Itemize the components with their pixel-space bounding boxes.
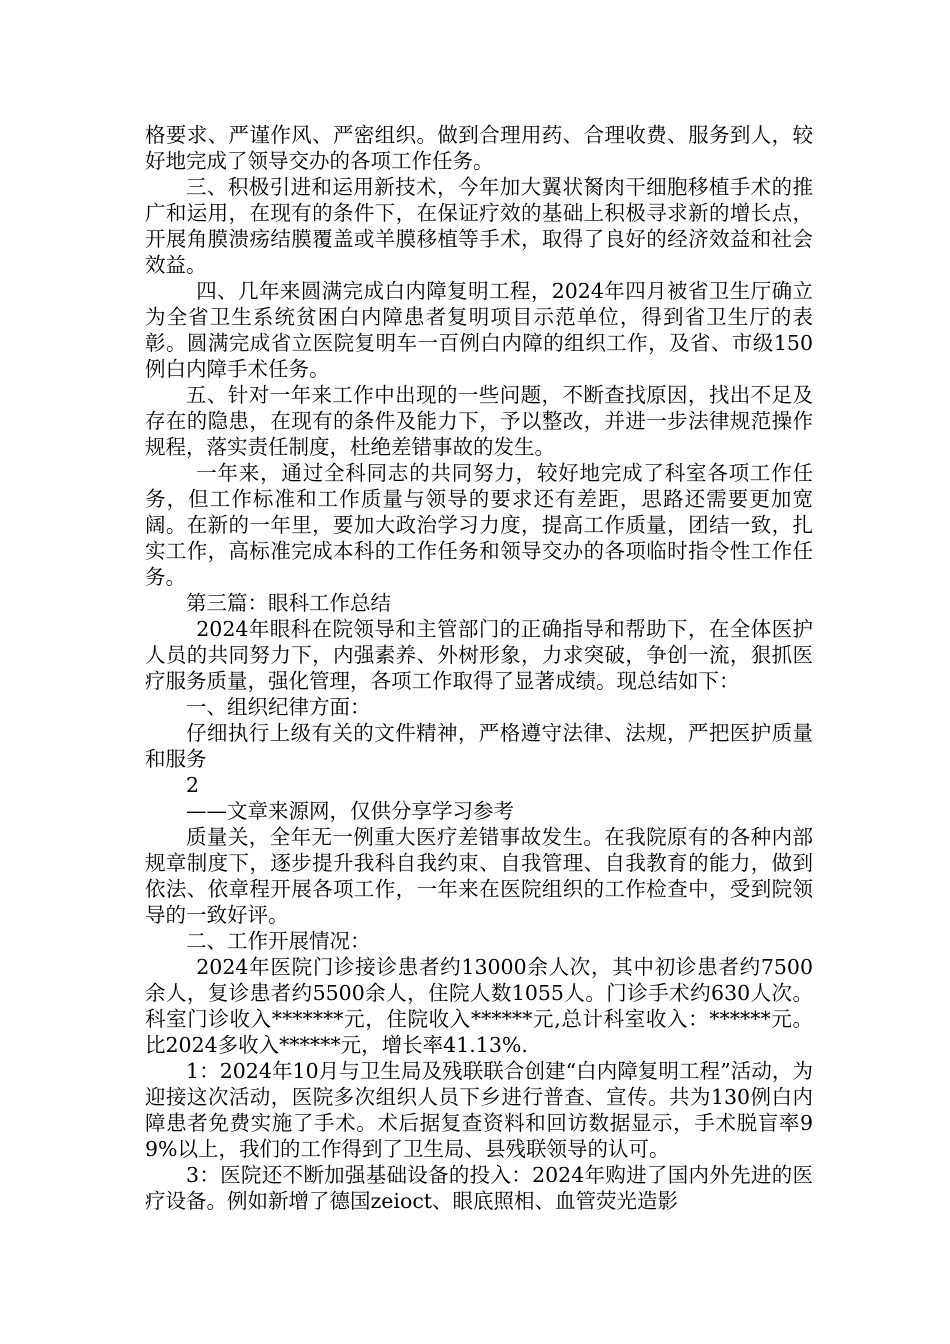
document-body [145, 122, 813, 1214]
section-heading-part-three: 第三篇：眼科工作总结 [186, 591, 391, 615]
paragraph-item-one: 1：2024年10月与卫生局及残联联合创建“白内障复明工程”活动，为迎接这次活动，医院多次组织人员下乡进行普查、宣传。共为130例白内障患者免费实施了手术。术后据复查资料和回访数据显示，手术脱盲率99%以上，我们的工作得到了卫生局、县残联领导的认可。 [145, 1059, 813, 1161]
paragraph-statistics: 2024年医院门诊接诊患者约13000余人次，其中初诊患者约7500余人，复诊患者约5500余人，住院人数1055人。门诊手术约630人次。科室门诊收入*******元，住院收入******元,总计科室收入：******元。比2024多收入******元，增长率41.13%. [145, 955, 813, 1057]
heading-work-progress: 二、工作开展情况： [186, 929, 371, 953]
paragraph-discipline: 仔细执行上级有关的文件精神，严格遵守法律、法规，严把医护质量和服务 [145, 721, 813, 771]
paragraph-ophthalmology-intro: 2024年眼科在院领导和主管部门的正确指导和帮助下，在全体医护人员的共同努力下，内强素养、外树形象，力求突破，争创一流，狠抓医疗服务质量，强化管理，各项工作取得了显著成绩。现总结如下： [145, 617, 813, 693]
paragraph-problems: 五、针对一年来工作中出现的一些问题，不断查找原因，找出不足及存在的隐患，在现有的条件及能力下，予以整改，并进一步法律规范操作规程，落实责任制度，杜绝差错事故的发生。 [145, 383, 813, 459]
source-note: ——文章来源网，仅供分享学习参考 [186, 799, 514, 823]
paragraph-year-summary: 一年来，通过全科同志的共同努力，较好地完成了科室各项工作任务，但工作标准和工作质量与领导的要求还有差距，思路还需要更加宽阔。在新的一年里，要加大政治学习力度，提高工作质量，团结一致，扎实工作，高标准完成本科的工作任务和领导交办的各项临时指令性工作任务。 [145, 461, 813, 589]
heading-discipline: 一、组织纪律方面： [186, 695, 371, 719]
paragraph-item-three: 3：医院还不断加强基础设备的投入：2024年购进了国内外先进的医疗设备。例如新增了德国zeioct、眼底照相、血管荧光造影 [145, 1163, 813, 1213]
paragraph-new-technology: 三、积极引进和运用新技术，今年加大翼状胬肉干细胞移植手术的推广和运用，在现有的条件下，在保证疗效的基础上积极寻求新的增长点，开展角膜溃疡结膜覆盖或羊膜移植等手术，取得了良好的经济效益和社会效益。 [145, 175, 813, 277]
paragraph-continued-service: 格要求、严谨作风、严密组织。做到合理用药、合理收费、服务到人，较好地完成了领导交办的各项工作任务。 [145, 123, 813, 173]
paragraph-quality: 质量关，全年无一例重大医疗差错事故发生。在我院原有的各种内部规章制度下，逐步提升我科自我约束、自我管理、自我教育的能力，做到依法、依章程开展各项工作，一年来在医院组织的工作检查中，受到院领导的一致好评。 [145, 825, 813, 927]
page-number: 2 [186, 773, 200, 797]
paragraph-cataract-project: 四、几年来圆满完成白内障复明工程，2024年四月被省卫生厅确立为全省卫生系统贫困白内障患者复明项目示范单位，得到省卫生厅的表彰。圆满完成省立医院复明车一百例白内障的组织工作，及省、市级150例白内障手术任务。 [145, 279, 813, 381]
